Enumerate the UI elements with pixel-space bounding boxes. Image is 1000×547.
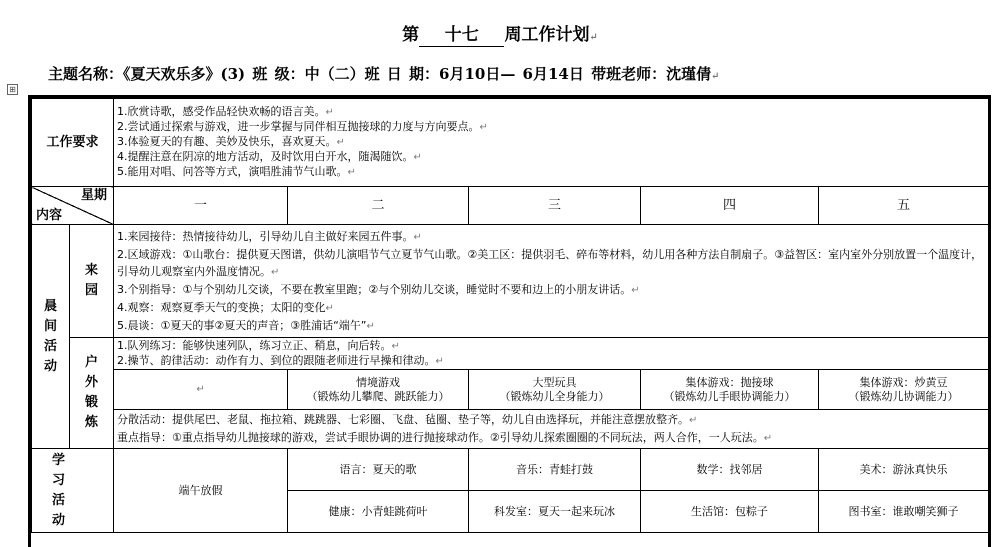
theme-info-line: 主题名称：《夏天欢乐多》(3) 班 级：中（二）班 日 期：6月10日— 6月14日 带班老师：沈瑾倩↵: [48, 65, 720, 83]
game-thursday: 集体游戏：抛接球 （锻炼幼儿手眼协调能力）: [641, 370, 819, 410]
title-prefix: 第: [402, 25, 420, 45]
study-life-hall: 生活馆：包粽子: [641, 491, 819, 533]
requirement-item: 3.体验夏天的有趣、美妙及快乐，喜欢夏天。↵: [117, 135, 345, 148]
study-language: 语言：夏天的歌: [288, 449, 469, 491]
arrival-item: 4.观察：观察夏季天气的变换；太阳的变化↵: [117, 300, 334, 314]
game-wednesday: 大型玩具 （锻炼幼儿全身能力）: [469, 370, 641, 410]
study-health: 健康：小青蛙跳荷叶: [288, 491, 469, 533]
requirement-item: 4.提醒注意在阴凉的地方活动，及时饮用白开水，随渴随饮。↵: [117, 150, 422, 163]
arrival-item: 1.来园接待：热情接待幼儿，引导幼儿自主做好来园五件事。↵: [117, 229, 422, 243]
outdoor-drill-content: [114, 338, 989, 370]
outdoor-drill-row: [32, 338, 989, 370]
game-tuesday: 情境游戏 （锻炼幼儿攀爬、跳跃能力）: [288, 370, 469, 410]
arrival-label: 来园: [70, 225, 114, 338]
study-art: 美术：游泳真快乐: [819, 449, 989, 491]
study-math: 数学：找邻居: [641, 449, 819, 491]
study-science-room: 科发室：夏天一起来玩冰: [469, 491, 641, 533]
weekday-header-row: [32, 187, 989, 225]
requirements-content: [114, 99, 989, 187]
arrival-item: 3.个别指导：①与个别幼儿交谈，不要在教室里跑；②与个别幼儿交谈，睡觉时不要和边上的小朋友讲话。↵: [117, 282, 640, 296]
day-monday: 一: [114, 187, 288, 225]
requirement-item: 1.欣赏诗歌，感受作品轻快欢畅的语言美。↵: [117, 105, 334, 118]
outdoor-item: 1.队列练习：能够快速列队，练习立正、稍息，向后转。↵: [117, 338, 400, 352]
weekday-axis-label: 星期: [81, 188, 108, 203]
title-suffix: 周工作计划: [504, 25, 590, 45]
plan-title: [0, 20, 1000, 47]
table-move-handle-icon[interactable]: ⊞: [7, 84, 18, 95]
paragraph-mark: ↵: [589, 32, 598, 43]
outdoor-exercise-label: 户外锻炼: [70, 338, 114, 449]
game-friday: 集体游戏：炒黄豆 （锻炼幼儿协调能力）: [819, 370, 989, 410]
study-row-1: [32, 449, 989, 491]
arrival-row: [32, 225, 989, 338]
outdoor-item: 2.操节、韵律活动：动作有力、到位的跟随老师进行早操和律动。↵: [117, 353, 444, 367]
outdoor-guidance-content: [114, 410, 989, 449]
day-thursday: 四: [641, 187, 819, 225]
game-monday: ↵: [114, 370, 288, 410]
day-friday: 五: [819, 187, 989, 225]
arrival-content: [114, 225, 989, 338]
content-axis-label: 内容: [36, 208, 63, 223]
requirements-label: 工作要求: [32, 99, 114, 187]
requirement-item: 2.尝试通过探索与游戏，进一步掌握与同伴相互抛接球的力度与方向要点。↵: [117, 120, 488, 133]
weekly-plan-table: [31, 98, 989, 533]
day-wednesday: 三: [469, 187, 641, 225]
arrival-item: 5.晨谈：①夏天的事②夏天的声音；③胜浦话“端午”↵: [117, 318, 375, 332]
plan-table-container: [28, 95, 991, 547]
study-music: 音乐：青蛙打鼓: [469, 449, 641, 491]
week-number: 十七: [419, 25, 504, 47]
outdoor-guidance-row: [32, 410, 989, 449]
focus-guidance-text: 重点指导：①重点指导幼儿抛接球的游戏，尝试手眼协调的进行抛接球动作。②引导幼儿探索圈圈的不同玩法，两人合作，一人玩法。↵: [117, 431, 773, 444]
study-library: 图书室：谁敢嘲笑狮子: [819, 491, 989, 533]
requirement-item: 5.能用对唱、问答等方式，演唱胜浦节气山歌。↵: [117, 165, 356, 178]
day-tuesday: 二: [288, 187, 469, 225]
requirements-row: [32, 99, 989, 187]
morning-activity-label: 晨间活动: [32, 225, 70, 449]
diagonal-header-cell: [32, 187, 114, 225]
outdoor-games-row: [32, 370, 989, 410]
study-monday-holiday: 端午放假: [114, 449, 288, 533]
study-activity-label: 学习活动: [32, 449, 114, 533]
arrival-item: 2.区域游戏：①山歌台：提供夏天图谱，供幼儿演唱节气立夏节气山歌。②美工区：提供羽毛、碎布等材料，幼儿用各种方法自制扇子。③益智区：室内室外分别放置一个温度计，引导幼儿观察室内外温度情况。↵: [117, 247, 983, 278]
scatter-activity-text: 分散活动：提供尾巴、老鼠、拖拉箱、跳跳器、七彩圈、飞盘、毡圈、垫子等，幼儿自由选择玩，并能注意摆放整齐。↵: [117, 413, 698, 426]
